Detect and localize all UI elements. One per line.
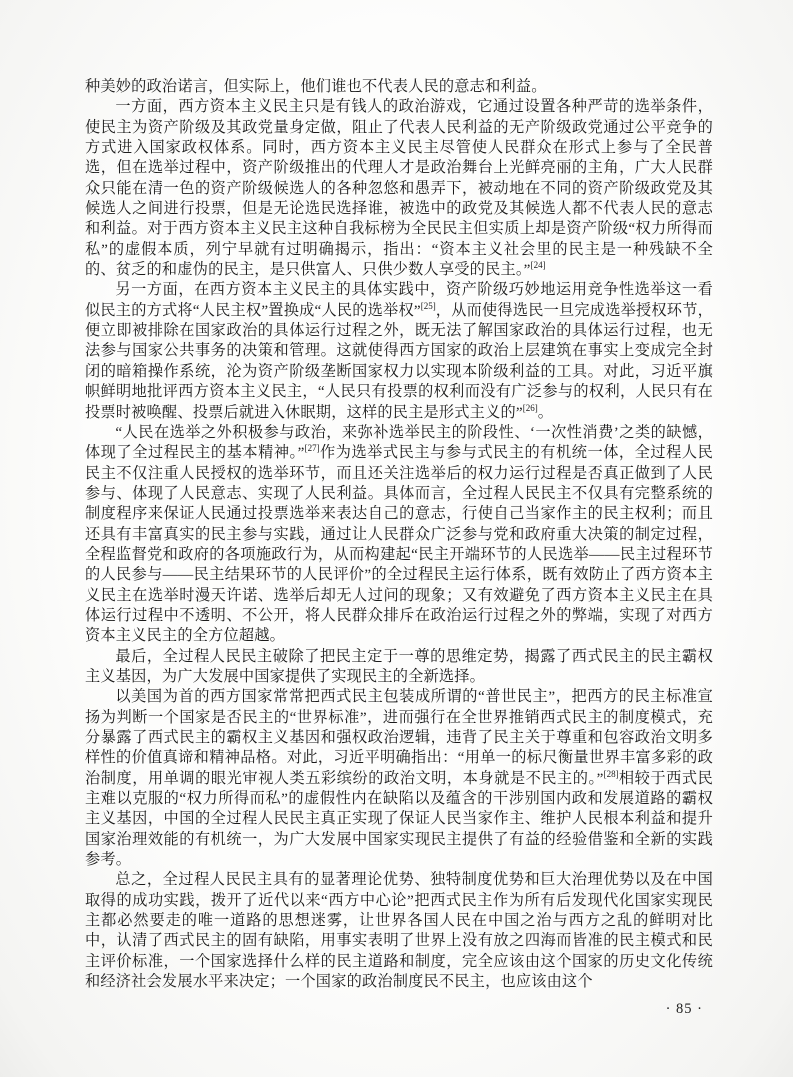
paragraph: 以美国为首的西方国家常常把西式民主包装成所谓的“普世民主”，把西方的民主标准宣扬为判断一个国家是否民主的“世界标准”，进而强行在全世界推销西式民主的制度模式，充分暴露了西式民主的霸权主义基因和强权政治逻辑，违背了民主关于尊重和包容政治文明多样性的价值真谛和精神品格。对此，习近平明确指出：“用单一的标尺衡量世界丰富多彩的政治制度，用单调的眼光审视人类五彩缤纷的政治文明，本身就是不民主的。”[28]相较于西式民主难以克服的“权力所得而私”的虚假性内在缺陷以及蕴含的干涉别国内政和发展道路的霸权主义基因，中国的全过程人民民主真正实现了保证人民当家作主、维护人民根本利益和提升国家治理效能的有机统一，为广大发展中国家实现民主提供了有益的经验借鉴和全新的实践参考。 [85, 688, 713, 869]
paragraph: 种美妙的政治诺言，但实际上，他们谁也不代表人民的意志和利益。 [85, 78, 547, 95]
footnote-ref: [25] [420, 300, 436, 311]
footnote-ref: [28] [603, 768, 619, 779]
footnote-ref: [24] [530, 260, 546, 271]
paragraph: “人民在选举之外积极参与政治，来弥补选举民主的阶段性、‘一次性消费’之类的缺憾，体现了全过程民主的基本精神。”[27]作为选举式民主与参与式民主的有机统一体，全过程人民民主不仅注重人民授权的选举环节，而且还关注选举后的权力运行过程是否真正做到了人民参与、体现了人民意志、实现了人民利益。具体而言，全过程人民民主不仅具有完整系统的制度程序来保证人民通过投票选举来表达自己的意志，行使自己当家作主的民主权利；而且还具有丰富真实的民主参与实践，通过让人民群众广泛参与党和政府重大决策的制定过程，全程监督党和政府的各项施政行为，从而构建起“民主开端环节的人民选举——民主过程环节的人民参与——民主结果环节的人民评价”的全过程民主运行体系，既有效防止了西方资本主义民主在选举时漫天许诺、选举后却无人过问的现象；又有效避免了西方资本主义民主在具体运行过程中不透明、不公开，将人民群众排斥在政治运行过程之外的弊端，实现了对西方资本主义民主的全方位超越。 [85, 423, 713, 645]
paragraph: 最后，全过程人民民主破除了把民主定于一尊的思维定势，揭露了西式民主的民主霸权主义基因，为广大发展中国家提供了实现民主的全新选择。 [85, 647, 713, 685]
footnote-ref: [27] [304, 443, 320, 454]
page-body [85, 77, 713, 992]
paragraph: 总之，全过程人民民主具有的显著理论优势、独特制度优势和巨大治理优势以及在中国取得的成功实践，拨开了近代以来“西方中心论”把西式民主作为所有后发现代化国家实现民主都必然要走的唯一道路的思想迷雾，让世界各国人民在中国之治与西方之乱的鲜明对比中，认清了西式民主的固有缺陷，用事实表明了世界上没有放之四海而皆准的民主模式和民主评价标准，一个国家选择什么样的民主道路和制度，完全应该由这个国家的历史文化传统和经济社会发展水平来决定；一个国家的政治制度民不民主，也应该由这个 [85, 871, 713, 991]
footnote-ref: [26] [522, 402, 538, 413]
paragraph: 另一方面，在西方资本主义民主的具体实践中，资产阶级巧妙地运用竞争性选举这一看似民主的方式将“人民主权”置换成“人民的选举权”[25]，从而使得选民一旦完成选举授权环节，便立即被排除在国家政治的具体运行过程之外，既无法了解国家政治的具体运行过程，也无法参与国家公共事务的决策和管理。这就使得西方国家的政治上层建筑在事实上变成完全封闭的暗箱操作系统，沦为资产阶级垄断国家权力以实现本阶级利益的工具。对此，习近平旗帜鲜明地批评西方资本主义民主，“人民只有投票的权利而没有广泛参与的权利，人民只有在投票时被唤醒、投票后就进入休眠期，这样的民主是形式主义的”[26]。 [85, 281, 713, 421]
page-number: · 85 · [665, 1001, 703, 1017]
paragraph: 一方面，西方资本主义民主只是有钱人的政治游戏，它通过设置各种严苛的选举条件，使民主为资产阶级及其政党量身定做，阻止了代表人民利益的无产阶级政党通过公平竞争的方式进入国家政权体系。同时，西方资本主义民主尽管使人民群众在形式上参与了全民普选，但在选举过程中，资产阶级推出的代理人才是政治舞台上光鲜亮丽的主角，广大人民群众只能在清一色的资产阶级候选人的各种忽悠和愚弄下，被动地在不同的资产阶级政党及其候选人之间进行投票，但是无论选民选择谁，被选中的政党及其候选人都不代表人民的意志和利益。对于西方资本主义民主这种自我标榜为全民民主但实质上却是资产阶级“权力所得而私”的虚假本质，列宁早就有过明确揭示，指出：“资本主义社会里的民主是一种残缺不全的、贫乏的和虚伪的民主，是只供富人、只供少数人享受的民主。”[24] [85, 98, 713, 279]
